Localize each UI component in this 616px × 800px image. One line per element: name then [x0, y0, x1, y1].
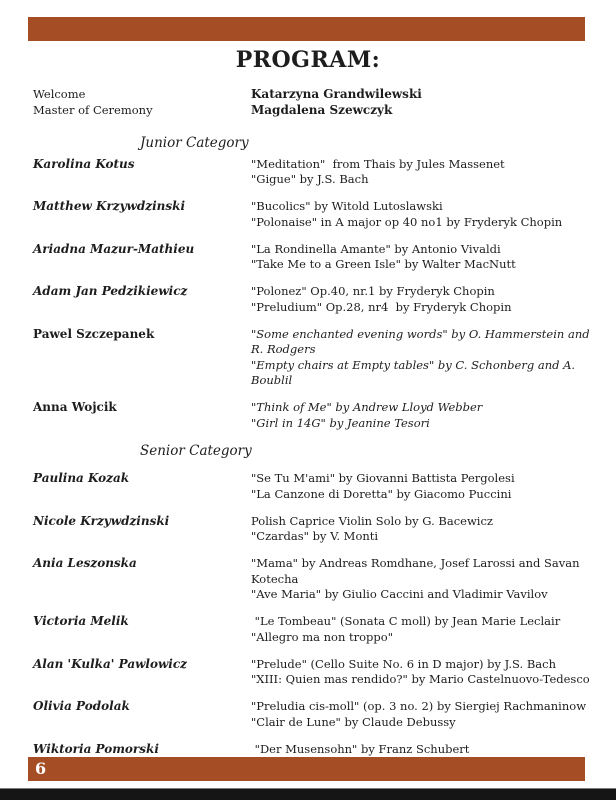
performer-pieces	[251, 327, 592, 389]
piece-line: "Prelude" (Cello Suite No. 6 in D major) by J.S. Bach	[251, 656, 556, 671]
performer-pieces	[251, 471, 592, 502]
footer-bar	[28, 757, 585, 781]
performer-row	[33, 699, 592, 730]
performer-row	[33, 614, 592, 645]
piece-line: "Polonez" Op.40, nr.1 by Fryderyk Chopin	[251, 284, 495, 298]
performer-row	[33, 514, 592, 545]
performer-name: Nicole Krzywdzinski	[33, 513, 170, 528]
performer-name: Paulina Kozak	[33, 471, 130, 485]
piece-line: "Take Me to a Green Isle" by Walter MacNutt	[251, 257, 516, 271]
performer-row	[33, 657, 592, 688]
performer-name: Adam Jan Pedzikiewicz	[33, 284, 188, 298]
page-title: PROGRAM:	[235, 47, 381, 73]
performer-row	[33, 400, 592, 431]
page-number: 6	[35, 759, 47, 778]
performer-pieces	[251, 514, 592, 545]
piece-line: "Empty chairs at Empty tables" by C. Schonberg and A. Boublil	[251, 357, 579, 387]
piece-line: "Preludium" Op.28, nr4 by Fryderyk Chopin	[251, 299, 512, 314]
piece-line: "Bucolics" by Witold Lutoslawski	[251, 199, 443, 213]
bottom-edge-strip	[0, 788, 616, 800]
piece-line: "Ave Maria" by Giulio Caccini and Vladimir Vavilov	[251, 587, 548, 601]
piece-line: "Gigue" by J.S. Bach	[251, 172, 369, 186]
performer-pieces	[251, 242, 592, 273]
piece-line: "Some enchanted evening words" by O. Hammerstein and R. Rodgers	[251, 326, 594, 356]
piece-line: "Allegro ma non troppo"	[251, 629, 393, 644]
performer-row	[33, 284, 592, 315]
piece-line: "Think of Me" by Andrew Lloyd Webber	[251, 400, 483, 414]
intro-label: Master of Ceremony	[33, 103, 153, 117]
performer-pieces	[251, 699, 592, 730]
performer-name: Olivia Podolak	[33, 699, 130, 713]
piece-line: "La Rondinella Amante" by Antonio Vivaldi	[251, 241, 501, 256]
performer-pieces	[251, 614, 592, 645]
piece-line: "Girl in 14G" by Jeanine Tesori	[251, 415, 430, 430]
top-divider-bar	[28, 17, 585, 41]
performer-name: Victoria Melik	[33, 614, 129, 628]
intro-value: Magdalena Szewczyk	[251, 103, 393, 117]
performer-pieces	[251, 400, 592, 431]
performer-name: Karolina Kotus	[33, 156, 135, 171]
program-section	[33, 443, 592, 773]
performer-pieces	[251, 556, 592, 603]
performer-name: Anna Wojcik	[33, 400, 117, 414]
performer-row	[33, 157, 592, 188]
piece-line: "Czardas" by V. Monti	[251, 529, 379, 543]
intro-row	[33, 86, 588, 102]
performer-name: Pawel Szczepanek	[33, 326, 155, 341]
welcome-block	[33, 86, 588, 118]
performer-name: Ania Leszonska	[33, 556, 137, 570]
performer-name: Matthew Krzywdzinski	[33, 199, 185, 213]
performer-name: Wiktoria Pomorski	[33, 741, 159, 756]
performer-row	[33, 556, 592, 603]
section-heading: Senior Category	[140, 442, 252, 459]
piece-line: "Der Musensohn" by Franz Schubert	[251, 741, 470, 756]
performer-row	[33, 327, 592, 389]
piece-line: "Polonaise" in A major op 40 no1 by Fryderyk Chopin	[251, 214, 563, 229]
performer-row	[33, 242, 592, 273]
piece-line: Polish Caprice Violin Solo by G. Bacewicz	[251, 513, 493, 528]
piece-line: "Le Tombeau" (Sonata C moll) by Jean Marie Leclair	[251, 614, 561, 628]
intro-value: Katarzyna Grandwilewski	[251, 87, 422, 101]
piece-line: "Mama" by Andreas Romdhane, Josef Larossi and Savan Kotecha	[251, 556, 584, 586]
performer-name: Ariadna Mazur-Mathieu	[33, 241, 195, 256]
intro-row	[33, 102, 588, 118]
performer-pieces	[251, 157, 592, 188]
piece-line: "Preludia cis-moll" (op. 3 no. 2) by Siergiej Rachmaninow	[251, 699, 587, 713]
performer-pieces	[251, 199, 592, 230]
program-section	[33, 135, 592, 431]
program-list	[33, 135, 592, 784]
performer-name: Alan 'Kulka' Pawlowicz	[33, 656, 187, 671]
piece-line: "Se Tu M'ami" by Giovanni Battista Pergolesi	[251, 471, 515, 485]
piece-line: "XIII: Quien mas rendido?" by Mario Castelnuovo-Tedesco	[251, 672, 590, 686]
piece-line: "Meditation" from Thais by Jules Massenet	[251, 156, 505, 171]
piece-line: "La Canzone di Doretta" by Giacomo Puccini	[251, 486, 512, 501]
performer-pieces	[251, 657, 592, 688]
performer-row	[33, 199, 592, 230]
section-heading: Junior Category	[140, 135, 249, 151]
piece-line: "Clair de Lune" by Claude Debussy	[251, 714, 456, 729]
performer-pieces	[251, 284, 592, 315]
performer-row	[33, 471, 592, 502]
intro-label: Welcome	[33, 87, 86, 101]
